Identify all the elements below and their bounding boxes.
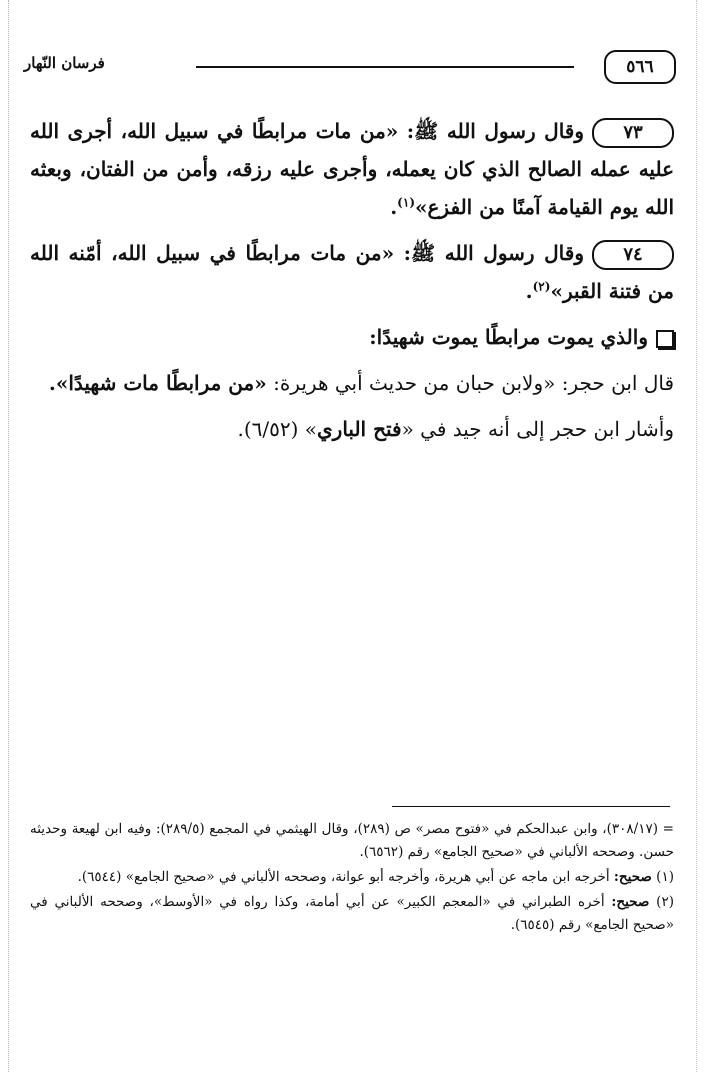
book-title: فتح الباري xyxy=(317,417,402,441)
header-rule xyxy=(196,66,574,68)
quote-lead: قال ابن حجر: «ولابن حبان من حديث أبي هريرة: xyxy=(266,371,674,395)
footnote-text: أخره الطبراني في «المعجم الكبير» عن أبي أمامة، وكذا رواه في «الأوسط»، وصححه الألباني في «صحيح الجامع» رقم (٦٥٤٥). xyxy=(30,894,674,933)
grading-label: صحيح: xyxy=(613,869,652,885)
footnote-rule xyxy=(392,806,670,807)
footnote-number: (٢) xyxy=(656,894,674,910)
main-text xyxy=(30,112,674,456)
hadith-74 xyxy=(30,234,674,310)
footnote-1 xyxy=(30,866,674,889)
ibn-hajar-quote xyxy=(30,364,674,402)
hadith-text: وقال رسول الله ﷺ: «من مات مرابطًا في سبيل الله، أجرى الله عليه عمله الصالح الذي كان يعمله، وأجرى عليه رزقه، وأمن من الفتان، وبعثه الله يوم القيامة آمنًا من الفزع» xyxy=(30,119,674,219)
note-tail: » (٦/٥٢). xyxy=(237,417,318,441)
hadith-number-badge: ٧٤ xyxy=(592,240,674,270)
section-heading-text: والذي يموت مرابطًا يموت شهيدًا: xyxy=(369,325,648,349)
hadith-number-badge: ٧٣ xyxy=(592,118,674,148)
section-heading xyxy=(30,318,674,356)
footnote-number: (١) xyxy=(656,869,674,885)
footnote-ref[interactable]: (١) xyxy=(397,195,415,210)
hadith-73 xyxy=(30,112,674,226)
page-number: ٥٦٦ xyxy=(604,50,676,84)
footnote-2 xyxy=(30,891,674,937)
scan-edge-left xyxy=(8,0,9,1072)
quote-hadith: «من مرابطًا مات شهيدًا». xyxy=(48,371,267,395)
checkbox-icon xyxy=(656,330,674,348)
grading-label: صحيح: xyxy=(611,894,650,910)
ibn-hajar-note xyxy=(30,410,674,448)
hadith-text: وقال رسول الله ﷺ: «من مات مرابطًا في سبيل الله، أمّنه الله من فتنة القبر» xyxy=(30,241,674,303)
footnote-ref[interactable]: (٢) xyxy=(532,279,551,294)
footnote-text: أخرجه ابن ماجه عن أبي هريرة، وأخرجه أبو عوانة، وصححه الألباني في «صحيح الجامع» (٦٥٤٤). xyxy=(77,869,610,885)
footnote-continuation: = (٣٠٨/١٧)، وابن عبدالحكم في «فتوح مصر» ص (٢٨٩)، وقال الهيثمي في المجمع (٢٨٩/٥): وفيه ابن لهيعة وحديثه حسن. وصححه الألباني في «صحيح الجامع» رقم (٦٥٦٢). xyxy=(30,821,674,860)
scan-edge-right xyxy=(696,0,697,1072)
running-title: فرسان النّهار xyxy=(24,54,105,72)
sentence-end: . xyxy=(525,279,533,303)
footnotes xyxy=(30,818,674,939)
sentence-end: . xyxy=(390,195,398,219)
note-lead: وأشار ابن حجر إلى أنه جيد في « xyxy=(401,417,674,441)
